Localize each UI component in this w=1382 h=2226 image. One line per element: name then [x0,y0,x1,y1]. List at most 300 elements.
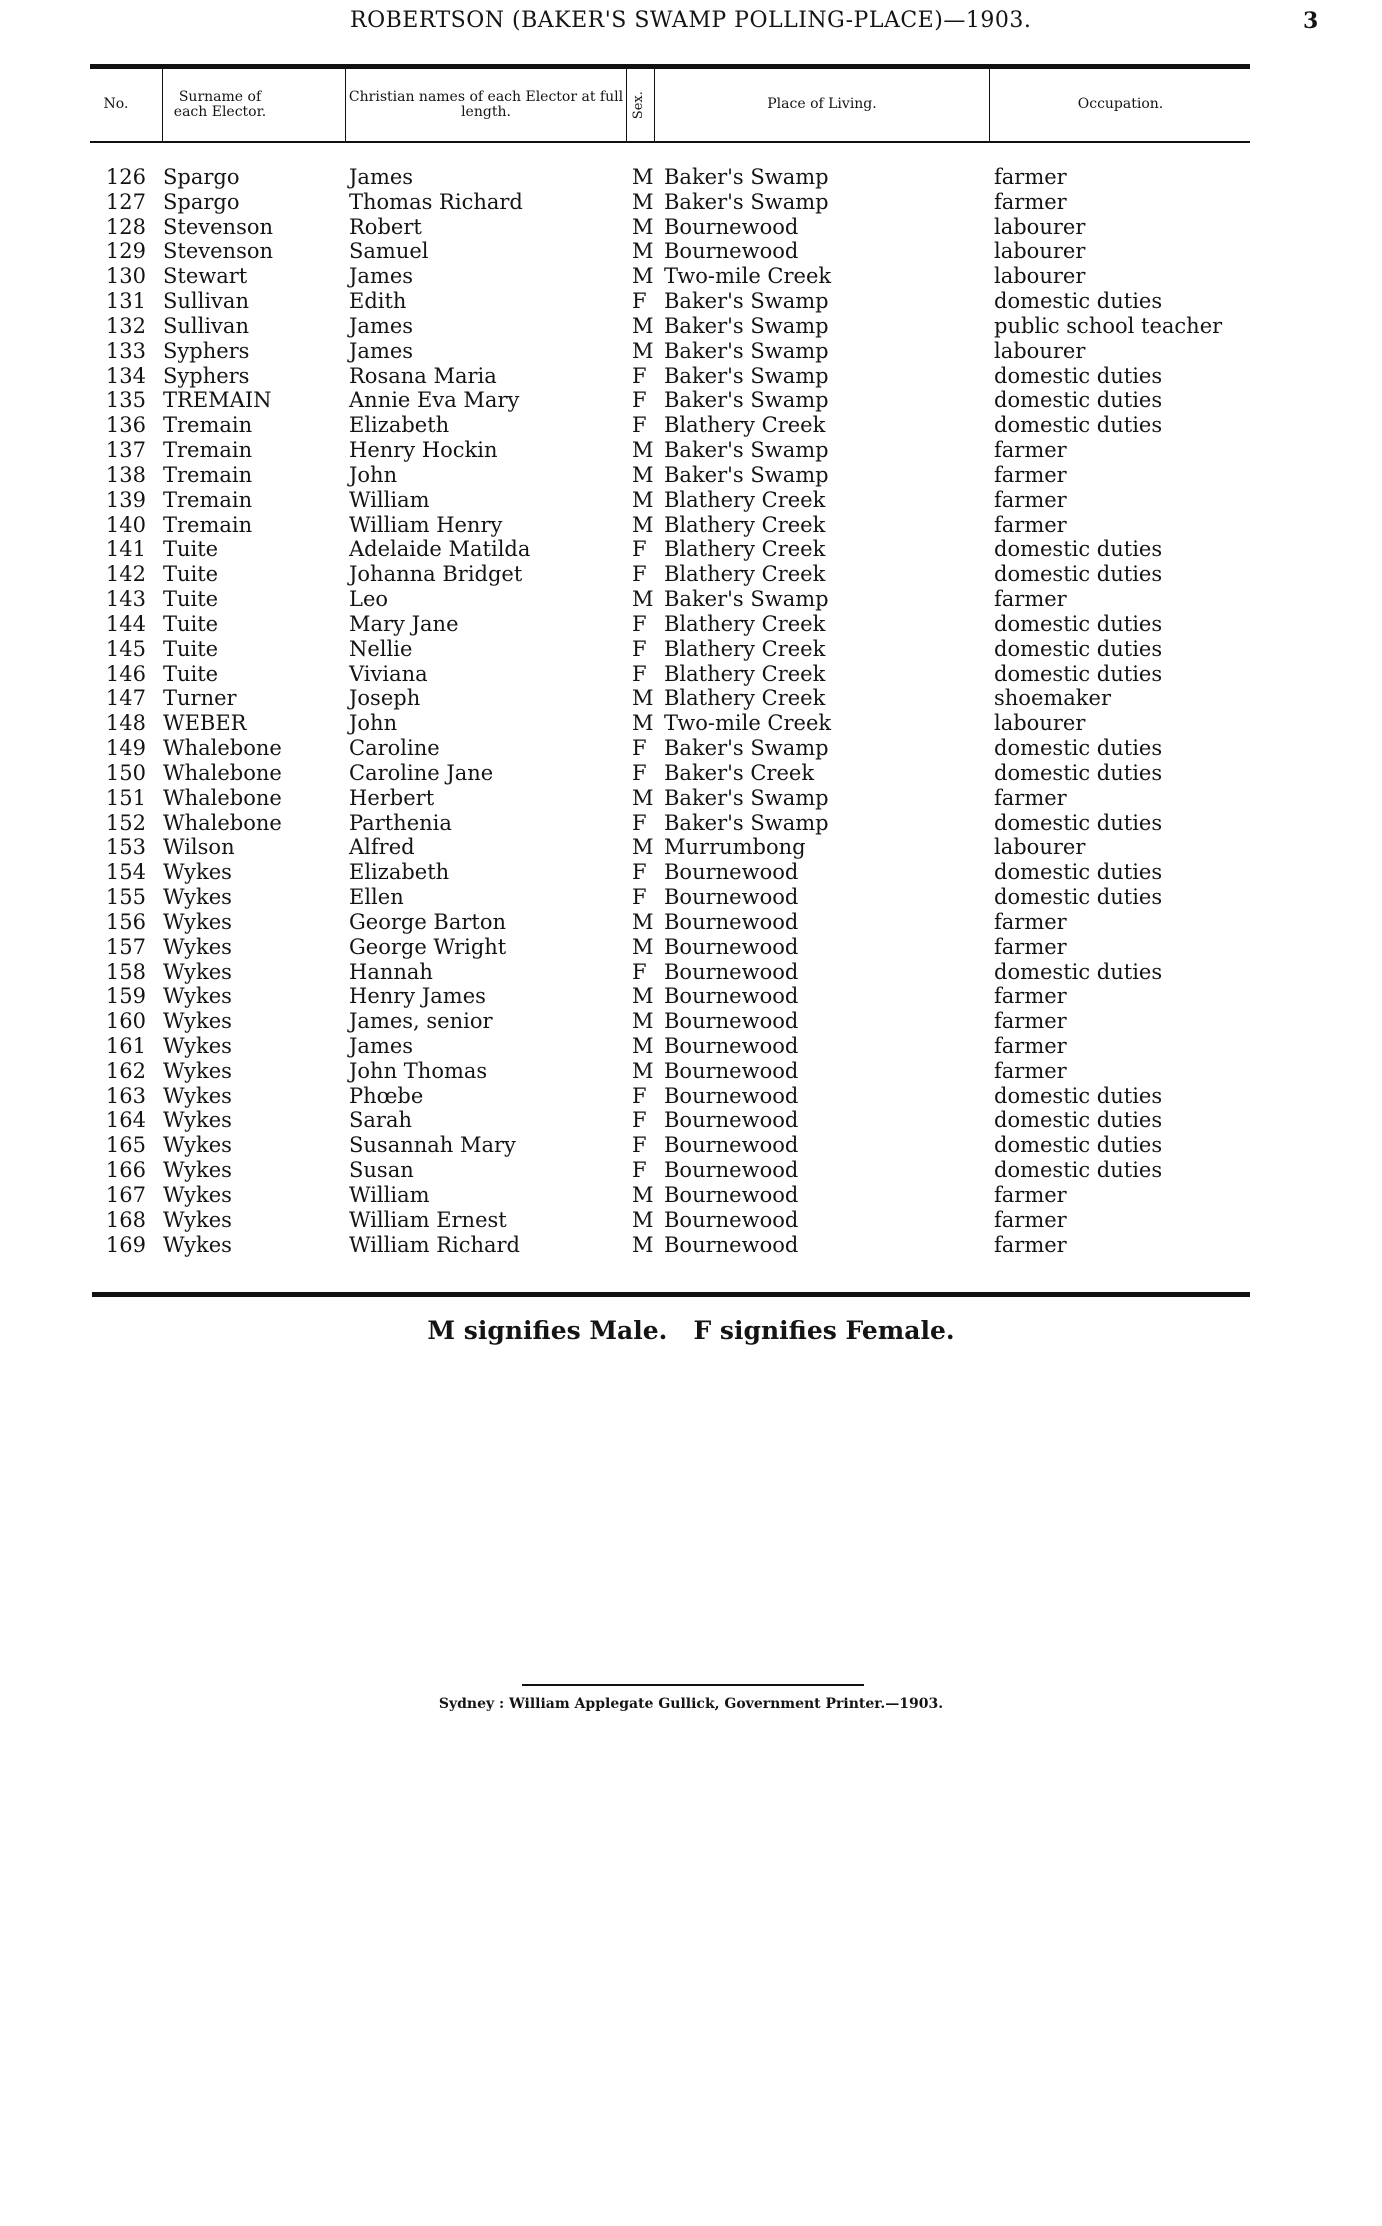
elector-occupation: farmer [994,438,1067,463]
elector-sex: M [632,1009,654,1034]
elector-place-of-living: Bournewood [664,909,799,934]
elector-christian-names: John Thomas [349,1058,488,1083]
elector-sex: F [632,1108,647,1133]
table-row [0,960,1382,985]
table-row [0,637,1382,662]
elector-surname: Spargo [163,165,240,189]
elector-occupation: domestic duties [994,562,1163,587]
elector-christian-names: Robert [349,214,422,239]
sex-legend: M signifies Male. F signifies Female. [427,1316,955,1345]
elector-surname: Tremain [163,462,253,487]
table-row [0,388,1382,413]
printer-rule [522,1684,864,1686]
elector-place-of-living: Bournewood [664,239,799,264]
elector-number: 153 [105,835,146,860]
elector-surname: Wykes [163,1182,232,1207]
elector-occupation: domestic duties [994,1108,1163,1133]
elector-occupation: labourer [994,835,1086,860]
table-row [0,215,1382,240]
elector-number: 148 [105,711,146,736]
elector-surname: Wykes [163,1108,232,1133]
column-header-place: Place of Living. [654,69,989,141]
elector-christian-names: Rosana Maria [349,363,497,388]
elector-surname: Wykes [163,1058,232,1083]
elector-sex: M [632,835,654,860]
elector-christian-names: Sarah [349,1108,412,1133]
elector-place-of-living: Bournewood [664,1158,799,1183]
table-row [0,314,1382,339]
elector-occupation: farmer [994,462,1067,487]
elector-number: 165 [105,1133,146,1158]
elector-christian-names: Leo [349,587,389,612]
elector-occupation: farmer [994,1009,1067,1034]
elector-number: 127 [105,189,146,214]
table-row [0,562,1382,587]
elector-number: 167 [105,1182,146,1207]
elector-surname: Wykes [163,909,232,934]
elector-occupation: domestic duties [994,413,1163,438]
elector-surname: Wykes [163,984,232,1009]
column-header-surname: Surname of each Elector. [162,69,277,141]
elector-number: 132 [105,313,146,338]
elector-number: 133 [105,338,146,363]
elector-occupation: labourer [994,239,1086,264]
elector-number: 161 [105,1033,146,1058]
elector-surname: Wykes [163,885,232,910]
elector-christian-names: Henry Hockin [349,438,498,463]
elector-occupation: farmer [994,984,1067,1009]
elector-surname: Tuite [163,611,219,636]
table-row [0,488,1382,513]
elector-number: 156 [105,909,146,934]
elector-surname: WEBER [163,711,247,736]
table-row [0,587,1382,612]
elector-christian-names: Parthenia [349,810,452,835]
elector-place-of-living: Bournewood [664,1232,799,1257]
elector-sex: M [632,1058,654,1083]
elector-christian-names: James [349,313,414,338]
elector-christian-names: John [349,711,398,736]
column-header-no: No. [103,96,129,113]
elector-christian-names: William [349,487,430,512]
elector-place-of-living: Bournewood [664,885,799,910]
table-row [0,165,1382,190]
elector-occupation: farmer [994,512,1067,537]
elector-number: 144 [105,611,146,636]
elector-christian-names: William [349,1182,430,1207]
elector-christian-names: Elizabeth [349,860,450,885]
elector-number: 169 [105,1232,146,1257]
elector-number: 154 [105,860,146,885]
column-header-occupation: Occupation. [989,69,1251,141]
elector-occupation: domestic duties [994,736,1163,761]
column-header-row [90,64,1250,143]
table-row [0,1158,1382,1183]
elector-sex: F [632,1133,647,1158]
elector-sex: F [632,363,647,388]
table-row [0,662,1382,687]
elector-sex: M [632,934,654,959]
elector-occupation: domestic duties [994,289,1163,314]
elector-sex: M [632,462,654,487]
elector-surname: Tremain [163,413,253,438]
elector-surname: Wykes [163,1009,232,1034]
page-number: 3 [1303,8,1319,34]
elector-surname: Spargo [163,189,240,214]
elector-place-of-living: Murrumbong [664,835,806,860]
elector-place-of-living: Blathery Creek [664,686,826,711]
elector-number: 158 [105,959,146,984]
elector-place-of-living: Baker's Swamp [664,785,829,810]
elector-sex: M [632,1182,654,1207]
table-row [0,1084,1382,1109]
elector-occupation: domestic duties [994,537,1163,562]
elector-occupation: farmer [994,934,1067,959]
elector-occupation: shoemaker [994,686,1111,711]
elector-christian-names: Ellen [349,885,404,910]
elector-christian-names: Mary Jane [349,611,459,636]
elector-place-of-living: Blathery Creek [664,413,826,438]
elector-number: 128 [105,214,146,239]
elector-sex: M [632,711,654,736]
table-row [0,537,1382,562]
elector-place-of-living: Blathery Creek [664,487,826,512]
elector-sex: M [632,1207,654,1232]
elector-surname: Tremain [163,512,253,537]
elector-christian-names: Susannah Mary [349,1133,516,1158]
elector-place-of-living: Two-mile Creek [664,711,832,736]
elector-place-of-living: Bournewood [664,214,799,239]
elector-occupation: farmer [994,165,1067,189]
elector-sex: F [632,661,647,686]
elector-occupation: domestic duties [994,959,1163,984]
elector-surname: Syphers [163,338,250,363]
elector-occupation: farmer [994,909,1067,934]
elector-sex: M [632,587,654,612]
elector-sex: F [632,736,647,761]
elector-place-of-living: Blathery Creek [664,537,826,562]
column-header-christian-names: Christian names of each Elector at full length. [345,69,626,141]
elector-christian-names: William Ernest [349,1207,507,1232]
elector-surname: Whalebone [163,736,282,761]
table-row [0,1183,1382,1208]
elector-christian-names: William Henry [349,512,503,537]
elector-surname: Tremain [163,487,253,512]
table-row [0,364,1382,389]
elector-place-of-living: Baker's Swamp [664,810,829,835]
elector-sex: M [632,686,654,711]
elector-number: 150 [105,760,146,785]
elector-christian-names: Phœbe [349,1083,424,1108]
table-row [0,835,1382,860]
elector-christian-names: Elizabeth [349,413,450,438]
elector-number: 157 [105,934,146,959]
elector-occupation: domestic duties [994,388,1163,413]
elector-sex: F [632,289,647,314]
elector-surname: Tuite [163,562,219,587]
elector-place-of-living: Baker's Swamp [664,189,829,214]
table-row [0,736,1382,761]
elector-christian-names: Adelaide Matilda [349,537,531,562]
elector-sex: F [632,388,647,413]
elector-surname: Sullivan [163,289,249,314]
table-row [0,289,1382,314]
elector-surname: TREMAIN [163,388,272,413]
table-row [0,438,1382,463]
table-row [0,239,1382,264]
elector-sex: F [632,537,647,562]
elector-number: 134 [105,363,146,388]
elector-sex: F [632,760,647,785]
elector-christian-names: George Wright [349,934,507,959]
elector-place-of-living: Bournewood [664,1207,799,1232]
table-row [0,1208,1382,1233]
elector-sex: M [632,165,654,189]
table-row [0,935,1382,960]
elector-place-of-living: Bournewood [664,1133,799,1158]
elector-place-of-living: Baker's Swamp [664,338,829,363]
elector-place-of-living: Baker's Swamp [664,289,829,314]
column-header-sex [626,69,651,141]
elector-christian-names: James, senior [349,1009,493,1034]
table-row [0,264,1382,289]
elector-sex: F [632,1083,647,1108]
elector-place-of-living: Bournewood [664,1033,799,1058]
elector-place-of-living: Blathery Creek [664,661,826,686]
elector-number: 159 [105,984,146,1009]
elector-place-of-living: Baker's Swamp [664,313,829,338]
elector-number: 141 [105,537,146,562]
table-row [0,786,1382,811]
elector-surname: Whalebone [163,785,282,810]
table-row [0,190,1382,215]
elector-surname: Wykes [163,1158,232,1183]
elector-christian-names: Susan [349,1158,414,1183]
elector-list [0,165,1382,1257]
elector-christian-names: Caroline Jane [349,760,494,785]
elector-occupation: farmer [994,189,1067,214]
elector-number: 142 [105,562,146,587]
elector-place-of-living: Bournewood [664,1182,799,1207]
elector-occupation: domestic duties [994,1133,1163,1158]
elector-number: 168 [105,1207,146,1232]
elector-number: 146 [105,661,146,686]
table-row [0,1034,1382,1059]
elector-number: 136 [105,413,146,438]
elector-christian-names: James [349,1033,414,1058]
elector-surname: Whalebone [163,810,282,835]
elector-surname: Wykes [163,1207,232,1232]
elector-surname: Wykes [163,934,232,959]
elector-occupation: farmer [994,1232,1067,1257]
elector-surname: Tuite [163,587,219,612]
elector-sex: M [632,338,654,363]
elector-christian-names: John [349,462,398,487]
table-row [0,885,1382,910]
elector-number: 140 [105,512,146,537]
elector-christian-names: Herbert [349,785,435,810]
elector-surname: Wykes [163,1083,232,1108]
elector-surname: Syphers [163,363,250,388]
elector-occupation: domestic duties [994,760,1163,785]
elector-christian-names: Samuel [349,239,429,264]
elector-occupation: farmer [994,1207,1067,1232]
elector-sex: M [632,512,654,537]
elector-occupation: farmer [994,1182,1067,1207]
elector-sex: F [632,959,647,984]
elector-sex: F [632,860,647,885]
elector-place-of-living: Bournewood [664,984,799,1009]
elector-surname: Stevenson [163,214,274,239]
elector-number: 149 [105,736,146,761]
elector-sex: M [632,785,654,810]
elector-surname: Wykes [163,1232,232,1257]
table-row [0,860,1382,885]
elector-place-of-living: Blathery Creek [664,512,826,537]
table-row [0,612,1382,637]
column-header-sex-label: Sex. [630,90,646,120]
elector-number: 160 [105,1009,146,1034]
elector-sex: M [632,487,654,512]
elector-sex: M [632,313,654,338]
elector-sex: F [632,810,647,835]
elector-number: 130 [105,264,146,289]
elector-place-of-living: Blathery Creek [664,611,826,636]
elector-number: 163 [105,1083,146,1108]
elector-surname: Wykes [163,1033,232,1058]
elector-christian-names: Hannah [349,959,433,984]
elector-surname: Sullivan [163,313,249,338]
elector-sex: F [632,885,647,910]
elector-number: 152 [105,810,146,835]
elector-place-of-living: Baker's Swamp [664,462,829,487]
table-row [0,1233,1382,1258]
elector-sex: F [632,562,647,587]
elector-christian-names: Edith [349,289,407,314]
elector-place-of-living: Bournewood [664,1108,799,1133]
elector-number: 166 [105,1158,146,1183]
elector-occupation: domestic duties [994,1083,1163,1108]
elector-number: 129 [105,239,146,264]
elector-surname: Tuite [163,661,219,686]
elector-christian-names: Henry James [349,984,486,1009]
elector-place-of-living: Baker's Creek [664,760,815,785]
elector-sex: M [632,264,654,289]
elector-christian-names: Johanna Bridget [349,562,523,587]
elector-christian-names: George Barton [349,909,507,934]
elector-number: 151 [105,785,146,810]
elector-sex: M [632,438,654,463]
elector-christian-names: Alfred [349,835,415,860]
elector-sex: F [632,611,647,636]
elector-christian-names: James [349,264,414,289]
elector-sex: M [632,239,654,264]
elector-place-of-living: Baker's Swamp [664,388,829,413]
elector-sex: M [632,214,654,239]
table-row [0,413,1382,438]
elector-surname: Wilson [163,835,235,860]
elector-surname: Whalebone [163,760,282,785]
elector-place-of-living: Bournewood [664,1058,799,1083]
elector-occupation: domestic duties [994,810,1163,835]
table-row [0,910,1382,935]
elector-christian-names: Nellie [349,636,413,661]
elector-place-of-living: Bournewood [664,1083,799,1108]
elector-occupation: labourer [994,338,1086,363]
elector-surname: Tuite [163,537,219,562]
elector-number: 135 [105,388,146,413]
elector-occupation: farmer [994,487,1067,512]
table-row [0,811,1382,836]
elector-number: 138 [105,462,146,487]
elector-place-of-living: Two-mile Creek [664,264,832,289]
elector-occupation: farmer [994,1058,1067,1083]
elector-occupation: public school teacher [994,313,1223,338]
elector-surname: Stevenson [163,239,274,264]
elector-christian-names: Thomas Richard [349,189,523,214]
elector-occupation: domestic duties [994,611,1163,636]
elector-sex: M [632,1033,654,1058]
bottom-rule [92,1292,1250,1297]
table-row [0,1059,1382,1084]
elector-surname: Tremain [163,438,253,463]
elector-surname: Wykes [163,1133,232,1158]
elector-christian-names: Viviana [349,661,428,686]
elector-surname: Turner [163,686,237,711]
elector-number: 126 [105,165,146,189]
printer-imprint: Sydney : William Applegate Gullick, Government Printer.—1903. [438,1696,944,1712]
elector-place-of-living: Blathery Creek [664,636,826,661]
table-row [0,513,1382,538]
elector-place-of-living: Baker's Swamp [664,587,829,612]
table-row [0,463,1382,488]
elector-occupation: domestic duties [994,636,1163,661]
elector-number: 162 [105,1058,146,1083]
elector-christian-names: William Richard [349,1232,521,1257]
elector-sex: F [632,1158,647,1183]
elector-number: 145 [105,636,146,661]
table-row [0,1108,1382,1133]
elector-place-of-living: Bournewood [664,959,799,984]
elector-occupation: domestic duties [994,860,1163,885]
elector-number: 131 [105,289,146,314]
elector-sex: M [632,984,654,1009]
table-row [0,711,1382,736]
elector-occupation: labourer [994,264,1086,289]
elector-number: 164 [105,1108,146,1133]
elector-sex: M [632,909,654,934]
table-row [0,686,1382,711]
elector-sex: M [632,189,654,214]
elector-surname: Wykes [163,860,232,885]
table-row [0,1133,1382,1158]
table-row [0,1009,1382,1034]
elector-christian-names: Annie Eva Mary [349,388,520,413]
table-row [0,984,1382,1009]
table-row [0,761,1382,786]
elector-surname: Stewart [163,264,248,289]
elector-surname: Wykes [163,959,232,984]
elector-christian-names: Joseph [349,686,421,711]
elector-sex: M [632,1232,654,1257]
elector-number: 147 [105,686,146,711]
elector-place-of-living: Baker's Swamp [664,736,829,761]
elector-sex: F [632,636,647,661]
elector-christian-names: James [349,338,414,363]
elector-place-of-living: Bournewood [664,934,799,959]
elector-occupation: labourer [994,214,1086,239]
elector-occupation: labourer [994,711,1086,736]
